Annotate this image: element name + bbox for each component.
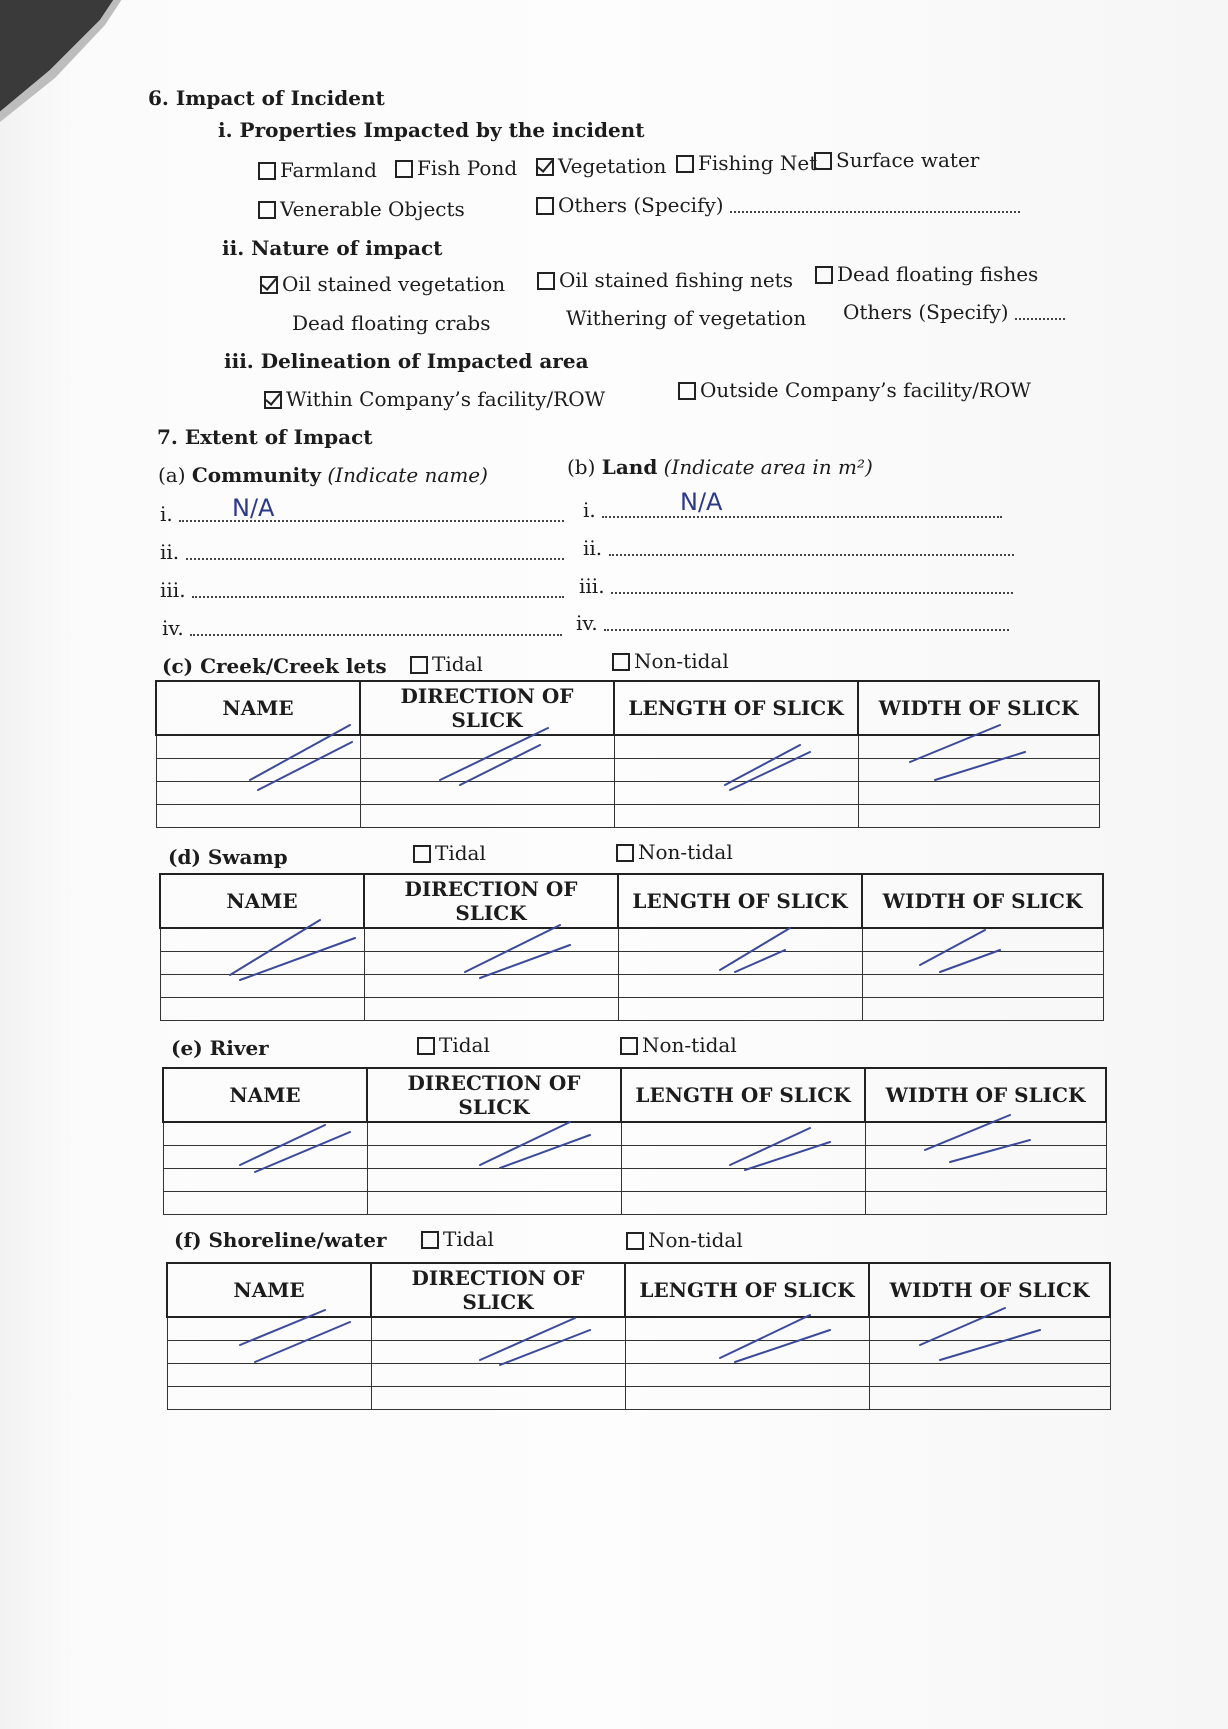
header-length: LENGTH OF SLICK xyxy=(621,1068,865,1122)
community-label: (a) Community (Indicate name) xyxy=(158,463,488,487)
header-direction: DIRECTION OF SLICK xyxy=(371,1263,625,1317)
land-line-4[interactable]: iv. xyxy=(576,611,1009,635)
checkbox-surface-water[interactable]: Surface water xyxy=(814,148,979,172)
header-width: WIDTH OF SLICK xyxy=(858,681,1099,735)
header-width: WIDTH OF SLICK xyxy=(862,874,1103,928)
section-6-title: 6. Impact of Incident xyxy=(148,86,385,110)
section-7-title: 7. Extent of Impact xyxy=(157,425,373,449)
land-line-1[interactable]: i. xyxy=(583,498,1002,522)
community-line-4[interactable]: iv. xyxy=(162,616,562,640)
land-value-1: N/A xyxy=(680,488,723,516)
checkbox-dead-floating-fishes[interactable]: Dead floating fishes xyxy=(815,262,1038,286)
swamp-slick-table xyxy=(159,873,1104,1021)
river-label: (e) River xyxy=(171,1036,269,1060)
header-width: WIDTH OF SLICK xyxy=(869,1263,1110,1317)
checkbox-box[interactable] xyxy=(417,1037,435,1055)
folded-corner-shadow xyxy=(0,0,140,140)
specify-line[interactable] xyxy=(1015,317,1065,320)
checkbox-box[interactable] xyxy=(410,656,428,674)
checkbox-box[interactable] xyxy=(395,160,413,178)
header-name: NAME xyxy=(167,1263,371,1317)
checkbox-fishing-net[interactable]: Fishing Net xyxy=(676,151,817,175)
creek-non-tidal-checkbox[interactable]: Non-tidal xyxy=(612,649,729,673)
checkbox-box[interactable] xyxy=(616,844,634,862)
creek-tidal-checkbox[interactable]: Tidal xyxy=(410,652,483,676)
header-direction: DIRECTION OF SLICK xyxy=(364,874,618,928)
checkbox-outside-facility[interactable]: Outside Company’s facility/ROW xyxy=(678,378,1031,402)
land-label: (b) Land (Indicate area in m²) xyxy=(567,455,873,479)
checkbox-box[interactable] xyxy=(537,272,555,290)
specify-line[interactable] xyxy=(730,210,1020,213)
checkbox-vegetation[interactable]: Vegetation xyxy=(536,154,666,178)
header-name: NAME xyxy=(156,681,360,735)
properties-heading: i. Properties Impacted by the incident xyxy=(218,118,645,142)
checkbox-box[interactable] xyxy=(678,382,696,400)
checkbox-others[interactable]: Others (Specify) xyxy=(536,193,1020,217)
delineation-heading: iii. Delineation of Impacted area xyxy=(224,349,589,373)
checkbox-oil-stained-fishing-nets[interactable]: Oil stained fishing nets xyxy=(537,268,793,292)
checkbox-farmland[interactable]: Farmland xyxy=(258,158,377,182)
checkbox-fish-pond[interactable]: Fish Pond xyxy=(395,156,517,180)
dead-floating-crabs: Dead floating crabs xyxy=(292,311,491,335)
checkbox-box[interactable] xyxy=(626,1232,644,1250)
swamp-tidal-checkbox[interactable]: Tidal xyxy=(413,841,486,865)
checkbox-within-facility[interactable]: Within Company’s facility/ROW xyxy=(264,387,605,411)
river-tidal-checkbox[interactable]: Tidal xyxy=(417,1033,490,1057)
checkbox-box-checked[interactable] xyxy=(536,158,554,176)
checkbox-box-checked[interactable] xyxy=(264,391,282,409)
shoreline-non-tidal-checkbox[interactable]: Non-tidal xyxy=(626,1228,743,1252)
community-line-1[interactable]: i. xyxy=(160,502,564,526)
header-direction: DIRECTION OF SLICK xyxy=(367,1068,621,1122)
river-non-tidal-checkbox[interactable]: Non-tidal xyxy=(620,1033,737,1057)
community-line-2[interactable]: ii. xyxy=(160,540,564,564)
creek-label: (c) Creek/Creek lets xyxy=(162,654,387,678)
checkbox-oil-stained-vegetation[interactable]: Oil stained vegetation xyxy=(260,272,505,296)
header-name: NAME xyxy=(160,874,364,928)
community-line-3[interactable]: iii. xyxy=(160,578,564,602)
checkbox-box-checked[interactable] xyxy=(260,276,278,294)
shoreline-slick-table xyxy=(166,1262,1111,1410)
checkbox-venerable-objects[interactable]: Venerable Objects xyxy=(258,197,465,221)
nature-heading: ii. Nature of impact xyxy=(222,236,443,260)
checkbox-box[interactable] xyxy=(413,845,431,863)
withering-of-vegetation: Withering of vegetation xyxy=(566,306,807,330)
header-direction: DIRECTION OF SLICK xyxy=(360,681,614,735)
checkbox-box[interactable] xyxy=(612,653,630,671)
header-length: LENGTH OF SLICK xyxy=(625,1263,869,1317)
land-line-2[interactable]: ii. xyxy=(583,536,1014,560)
checkbox-box[interactable] xyxy=(258,162,276,180)
shoreline-label: (f) Shoreline/water xyxy=(174,1228,387,1252)
nature-others: Others (Specify) xyxy=(843,300,1065,324)
checkbox-box[interactable] xyxy=(814,152,832,170)
community-value-1: N/A xyxy=(232,494,275,522)
header-length: LENGTH OF SLICK xyxy=(614,681,858,735)
checkbox-box[interactable] xyxy=(536,197,554,215)
checkbox-box[interactable] xyxy=(421,1231,439,1249)
river-slick-table xyxy=(162,1067,1107,1215)
land-line-3[interactable]: iii. xyxy=(579,574,1013,598)
header-name: NAME xyxy=(163,1068,367,1122)
swamp-non-tidal-checkbox[interactable]: Non-tidal xyxy=(616,840,733,864)
creek-slick-table xyxy=(155,680,1100,828)
checkbox-box[interactable] xyxy=(258,201,276,219)
swamp-label: (d) Swamp xyxy=(168,845,288,869)
shoreline-tidal-checkbox[interactable]: Tidal xyxy=(421,1227,494,1251)
checkbox-box[interactable] xyxy=(676,155,694,173)
checkbox-box[interactable] xyxy=(815,266,833,284)
header-width: WIDTH OF SLICK xyxy=(865,1068,1106,1122)
header-length: LENGTH OF SLICK xyxy=(618,874,862,928)
checkbox-box[interactable] xyxy=(620,1037,638,1055)
